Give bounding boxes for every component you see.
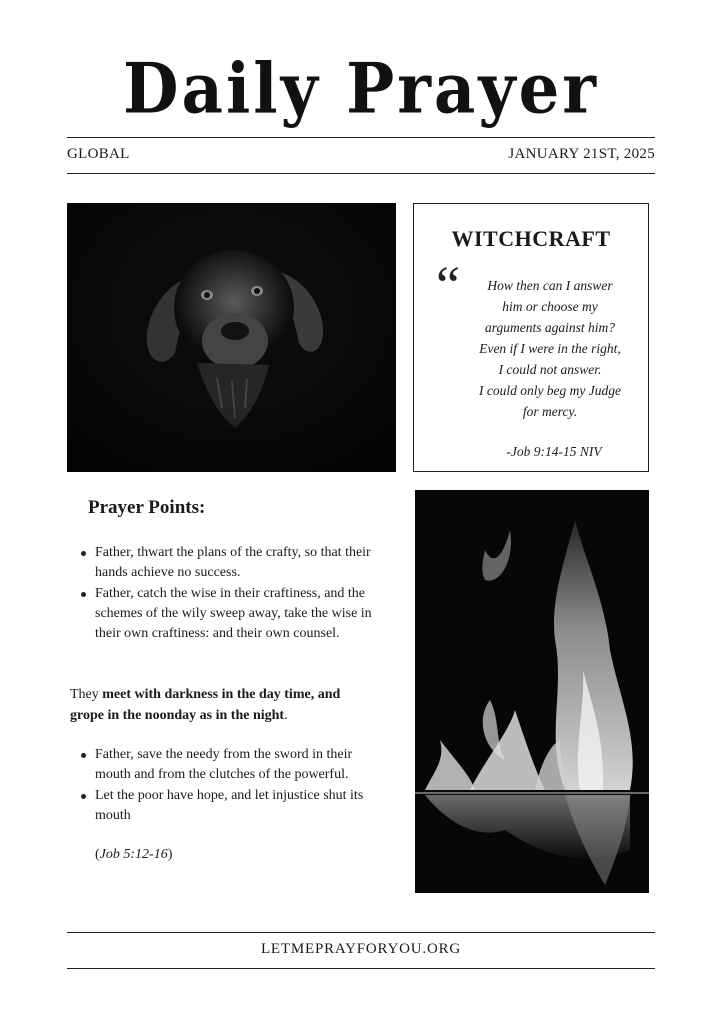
footer-bottom-rule (67, 968, 655, 969)
statement-bold: meet with darkness in the day time, and grope in the noonday as in the night (70, 687, 341, 723)
quote-mark-icon: “ (436, 255, 460, 315)
verse-line: How then can I answer (487, 278, 613, 293)
scripture-reference (95, 847, 172, 863)
fire-photo (415, 490, 649, 893)
verse-line: him or choose my (502, 299, 598, 314)
prayer-statement (70, 684, 370, 726)
verse-line: for mercy. (522, 404, 578, 419)
statement-suffix: . (284, 708, 288, 723)
list-item: Let the poor have hope, and let injustice shut its mouth (95, 786, 385, 827)
verse-text (464, 275, 636, 422)
verse-line: arguments against him? (484, 320, 615, 335)
dateline-rule (67, 173, 655, 174)
ref-text: Job 5:12-16 (99, 847, 168, 862)
masthead-title: Daily Prayer (123, 49, 599, 130)
ref-close: ) (167, 847, 173, 862)
top-rule (67, 137, 655, 138)
list-item: Father, save the needy from the sword in their mouth and from the clutches of the powerful. (95, 745, 385, 786)
statement-prefix: They (70, 687, 103, 702)
list-item: Father, thwart the plans of the crafty, so that their hands achieve no success. (95, 543, 385, 584)
list-item: Father, catch the wise in their craftiness, and the schemes of the wily sweep away, take the wise in their own craftiness: and their own counsel. (95, 584, 385, 645)
verse-title: WITCHCRAFT (451, 226, 611, 251)
footer-top-rule (67, 932, 655, 933)
verse-line: I could only beg my Judge (478, 383, 622, 398)
dog-photo (67, 203, 396, 472)
prayer-points-list (95, 745, 385, 826)
verse-reference: -Job 9:14-15 NIV (506, 444, 602, 459)
prayer-points-heading: Prayer Points: (88, 497, 206, 518)
verse-line: I could not answer. (498, 362, 602, 377)
verse-line: Even if I were in the right, (479, 341, 621, 356)
footer-site: LETMEPRAYFORYOU.ORG (260, 941, 462, 957)
dateline-region: GLOBAL (67, 146, 130, 162)
prayer-points-list (95, 543, 385, 644)
verse-box (413, 203, 649, 472)
dateline-date: JANUARY 21ST, 2025 (508, 146, 655, 162)
ref-open: ( (95, 847, 100, 862)
